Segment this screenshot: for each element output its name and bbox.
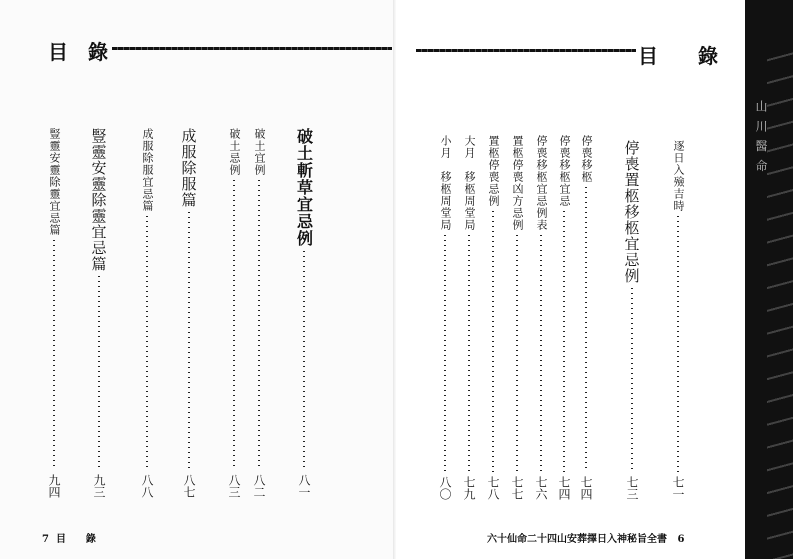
toc-entry-title: 逐日入殮吉時 [672,140,685,212]
toc-entry[interactable] [460,135,478,500]
toc-entry-title: 停喪移柩宜忌 [558,135,571,207]
dot-leader [516,235,518,472]
toc-entry[interactable] [178,128,200,498]
toc-entry-title: 置柩停喪忌例 [487,135,500,207]
toc-entry[interactable] [621,140,643,500]
toc-entry[interactable] [45,128,63,498]
left-header-title: 目 錄 [48,40,108,64]
toc-entry-page: 七四 [579,476,593,500]
toc-entry[interactable] [508,135,526,500]
right-footer [487,530,684,545]
right-footer-label: 六十仙命二十四山安葬擇日入神秘旨全書 [487,534,667,545]
toc-entry-page: 七七 [510,476,524,500]
toc-entry-page: 九三 [92,474,106,498]
dot-leader [468,235,470,472]
toc-entry-title: 豎靈安靈除靈宜忌篇 [89,128,108,272]
toc-entry-page: 八二 [252,474,266,498]
dot-leader [563,211,565,472]
toc-entry-page: 八〇 [438,476,452,500]
dot-leader [188,212,190,470]
toc-entry-title: 停喪移柩宜忌例表 [535,135,548,231]
right-header-rule [416,49,636,52]
toc-entry[interactable] [225,128,243,498]
toc-entry[interactable] [669,140,687,500]
dot-leader [540,235,542,472]
toc-entry[interactable] [532,135,550,500]
toc-entry[interactable] [436,135,454,500]
dot-leader [444,235,446,472]
dot-leader [677,216,679,472]
dot-leader [233,180,235,470]
toc-entry-title: 小月 移柩周堂局 [439,135,452,231]
toc-entry-page: 八七 [182,474,196,498]
toc-entry-page: 九四 [47,474,61,498]
toc-entry-title: 停喪移柩 [580,135,593,183]
toc-entry-title: 豎靈安靈除靈宜忌篇 [48,128,61,236]
toc-entry-page: 七一 [671,476,685,500]
toc-entry-page: 七三 [625,476,639,500]
toc-entry-title: 大月 移柩周堂局 [463,135,476,231]
toc-entry-title: 成服除服篇 [179,128,198,208]
toc-entry-page: 七四 [557,476,571,500]
dot-leader [258,180,260,470]
left-header-rule [112,47,392,50]
toc-entry-title: 破土宜例 [253,128,266,176]
right-footer-page-number: 6 [677,534,685,545]
left-footer-label: 目 錄 [55,534,96,545]
dot-leader [98,276,100,470]
toc-entry[interactable] [88,128,110,498]
toc-entry-page: 八一 [297,474,311,498]
right-header-title: 目 錄 [638,44,718,68]
toc-entry-title: 停喪置柩移柩宜忌例 [622,140,641,284]
toc-entry[interactable] [250,128,268,498]
toc-entry-page: 八三 [227,474,241,498]
toc-entry-title: 破土斬草宜忌例 [294,128,314,247]
left-page [0,0,396,559]
toc-entry-page: 七八 [486,476,500,500]
dot-leader [53,240,55,470]
dot-leader [492,211,494,472]
dot-leader [146,216,148,470]
toc-entry[interactable] [484,135,502,500]
scanner-edge-strip [745,0,793,559]
toc-entry-page: 七六 [534,476,548,500]
toc-entry[interactable] [138,128,156,498]
toc-entry-page: 八八 [140,474,154,498]
toc-entry[interactable] [577,135,595,500]
edge-text: 山 川 醫 命 [754,100,768,174]
toc-entry-page: 七九 [462,476,476,500]
dot-leader [585,187,587,472]
edge-texture [767,50,793,559]
toc-entry[interactable] [293,128,315,498]
dot-leader [631,288,633,472]
toc-entry-title: 成服除服宜忌篇 [141,128,154,212]
toc-entry-title: 破土忌例 [228,128,241,176]
dot-leader [303,251,305,470]
toc-entry-title: 置柩停喪凶方忌例 [511,135,524,231]
left-footer [42,530,96,545]
toc-entry[interactable] [555,135,573,500]
left-footer-page-number: 7 [42,534,49,545]
